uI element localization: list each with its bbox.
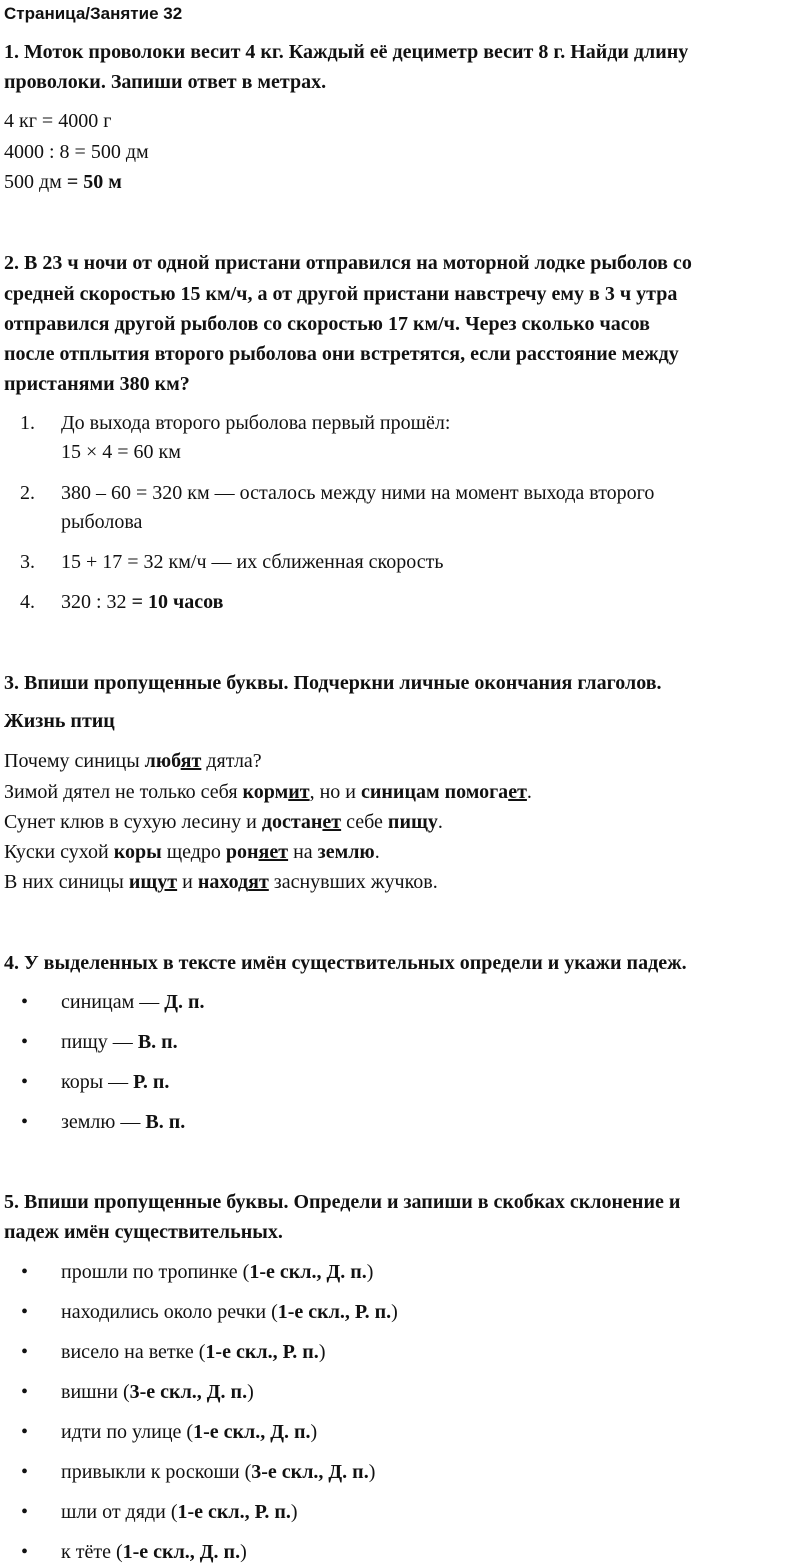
verb-ending: ут: [157, 871, 178, 893]
task1-answer-expr: 500 дм: [4, 171, 67, 193]
task2-question-line1: 2. В 23 ч ночи от одной пристани отправился на моторной лодке рыболов со: [4, 252, 692, 274]
task2-question-line4: после отплытия второго рыболова они встретятся, если расстояние между: [4, 343, 679, 365]
highlighted-noun: коры: [113, 841, 162, 863]
phrase: идти по улице (: [61, 1421, 194, 1443]
task4-item-3: [61, 1067, 169, 1097]
task5-item-6: [61, 1457, 375, 1487]
verb-stem: рон: [225, 841, 259, 863]
task2-step1-calc: 15 × 4 = 60 км: [61, 441, 181, 463]
closing-paren: ): [368, 1461, 376, 1483]
task4-item-4: [61, 1107, 185, 1137]
text-fragment: .: [374, 841, 380, 863]
verb-ending: ит: [288, 781, 310, 803]
task3-text-line3: [4, 807, 443, 837]
text-fragment: заснувших жучков.: [268, 871, 438, 893]
list-bullet: •: [21, 1301, 29, 1323]
phrase: привыкли к роскоши (: [61, 1461, 252, 1483]
task3-question: 3. Впиши пропущенные буквы. Подчеркни личные окончания глаголов.: [4, 672, 662, 694]
phrase: висело на ветке (: [61, 1341, 206, 1363]
list-bullet: •: [21, 1031, 29, 1053]
declension-answer: 1-е скл., Д. п.: [249, 1261, 367, 1283]
task2-step1-text: До выхода второго рыболова первый прошёл:: [61, 412, 451, 434]
task1-solution-line1: 4 кг = 4000 г: [4, 110, 112, 132]
phrase: прошли по тропинке (: [61, 1261, 250, 1283]
closing-paren: ): [318, 1341, 326, 1363]
task5-item-3: [61, 1337, 325, 1367]
noun: синицам —: [61, 991, 165, 1013]
closing-paren: ): [391, 1301, 398, 1323]
declension-answer: 1-е скл., Р. п.: [277, 1301, 392, 1323]
highlighted-noun: землю: [317, 841, 375, 863]
closing-paren: ): [247, 1381, 254, 1403]
task5-question-line2: падеж имён существительных.: [4, 1221, 283, 1243]
text-fragment: щедро: [161, 841, 226, 863]
task5-item-1: [61, 1257, 373, 1287]
task2-answer-expr: 320 : 32: [61, 591, 132, 613]
text-fragment: , но и: [309, 781, 361, 803]
task5-question-line1: 5. Впиши пропущенные буквы. Определи и запиши в скобках склонение и: [4, 1191, 681, 1213]
verb-ending: ет: [508, 781, 527, 803]
list-bullet: •: [21, 991, 29, 1013]
task2-question-line2: средней скоростью 15 км/ч, а от другой пристани навстречу ему в 3 ч утра: [4, 283, 678, 305]
case-answer: Д. п.: [164, 991, 205, 1013]
noun: пищу —: [61, 1031, 138, 1053]
list-bullet: •: [21, 1381, 29, 1403]
verb-stem: корм: [242, 781, 289, 803]
task3-text-line1: [4, 746, 262, 776]
verb-stem: ищ: [128, 871, 158, 893]
verb-ending: ят: [180, 750, 202, 772]
task4-item-1: [61, 987, 205, 1017]
list-bullet: •: [21, 1501, 29, 1523]
case-answer: В. п.: [137, 1031, 178, 1053]
closing-paren: ): [240, 1541, 247, 1563]
task2-step1-number: 1.: [20, 412, 35, 434]
task2-step3-text: 15 + 17 = 32 км/ч — их сближенная скорость: [61, 551, 444, 573]
verb-stem: люб: [144, 750, 181, 772]
declension-answer: 1-е скл., Д. п.: [193, 1421, 311, 1443]
task5-item-5: [61, 1417, 317, 1447]
task2-question-line5: пристанями 380 км?: [4, 373, 190, 395]
declension-answer: 3-е скл., Д. п.: [129, 1381, 248, 1403]
task2-step2-text-cont: рыболова: [61, 511, 143, 533]
text-fragment: и: [177, 871, 198, 893]
task1-answer-value: = 50 м: [66, 171, 122, 193]
text-fragment: Зимой дятел не только себя: [4, 781, 243, 803]
list-bullet: •: [21, 1071, 29, 1093]
task2-answer-value: = 10 часов: [131, 591, 224, 613]
task3-text-line2: [4, 777, 532, 807]
text-fragment: себе: [341, 811, 388, 833]
verb-ending: ет: [322, 811, 342, 833]
case-answer: Р. п.: [133, 1071, 170, 1093]
declension-answer: 1-е скл., Д. п.: [122, 1541, 241, 1563]
task2-step4-text: [61, 587, 223, 617]
text-fragment: .: [526, 781, 532, 803]
task1-solution-line2: 4000 : 8 = 500 дм: [4, 141, 149, 163]
verb-stem: достан: [261, 811, 323, 833]
task4-question: 4. У выделенных в тексте имён существительных определи и укажи падеж.: [4, 952, 687, 974]
verb-ending: ят: [248, 871, 269, 893]
noun: землю —: [61, 1111, 146, 1133]
phrase: шли от дяди (: [61, 1501, 178, 1523]
declension-answer: 1-е скл., Р. п.: [205, 1341, 319, 1363]
highlighted-noun: пищу: [387, 811, 438, 833]
highlighted-words: синицам помога: [361, 781, 509, 803]
list-bullet: •: [21, 1541, 29, 1563]
list-bullet: •: [21, 1111, 29, 1133]
task4-item-2: [61, 1027, 178, 1057]
task2-step2-number: 2.: [20, 482, 35, 504]
phrase: к тёте (: [61, 1541, 123, 1563]
task5-item-2: [61, 1297, 398, 1327]
list-bullet: •: [21, 1421, 29, 1443]
text-fragment: дятла?: [201, 750, 262, 772]
closing-paren: ): [310, 1421, 318, 1443]
declension-answer: 1-е скл., Р. п.: [177, 1501, 291, 1523]
task5-item-4: [61, 1377, 254, 1407]
task1-answer-line: [4, 167, 122, 197]
text-fragment: Куски сухой: [4, 841, 114, 863]
task1-question-line1: 1. Моток проволоки весит 4 кг. Каждый её дециметр весит 8 г. Найди длину: [4, 41, 689, 63]
task2-step4-number: 4.: [20, 591, 35, 613]
text-fragment: .: [437, 811, 443, 833]
phrase: вишни (: [61, 1381, 130, 1403]
text-fragment: на: [288, 841, 318, 863]
task3-text-title: Жизнь птиц: [4, 710, 115, 732]
task1-question-line2: проволоки. Запиши ответ в метрах.: [4, 71, 327, 93]
text-fragment: Сунет клюв в сухую лесину и: [4, 811, 262, 833]
list-bullet: •: [21, 1261, 29, 1283]
verb-ending: яет: [258, 841, 289, 863]
task2-question-line3: отправился другой рыболов со скоростью 17 км/ч. Через сколько часов: [4, 313, 650, 335]
list-bullet: •: [21, 1461, 29, 1483]
page-header: Страница/Занятие 32: [4, 4, 183, 23]
task5-item-8: [61, 1537, 247, 1567]
task3-text-line5: [4, 867, 438, 897]
text-fragment: В них синицы: [4, 871, 129, 893]
verb-stem: наход: [197, 871, 249, 893]
text-fragment: Почему синицы: [4, 750, 145, 772]
list-bullet: •: [21, 1341, 29, 1363]
closing-paren: ): [290, 1501, 298, 1523]
task2-step3-number: 3.: [20, 551, 35, 573]
task2-step2-text: 380 – 60 = 320 км — осталось между ними на момент выхода второго: [61, 482, 655, 504]
declension-answer: 3-е скл., Д. п.: [251, 1461, 369, 1483]
phrase: находились около речки (: [61, 1301, 278, 1323]
task5-item-7: [61, 1497, 298, 1527]
noun: коры —: [61, 1071, 134, 1093]
task3-text-line4: [4, 837, 380, 867]
closing-paren: ): [366, 1261, 374, 1283]
case-answer: В. п.: [145, 1111, 186, 1133]
